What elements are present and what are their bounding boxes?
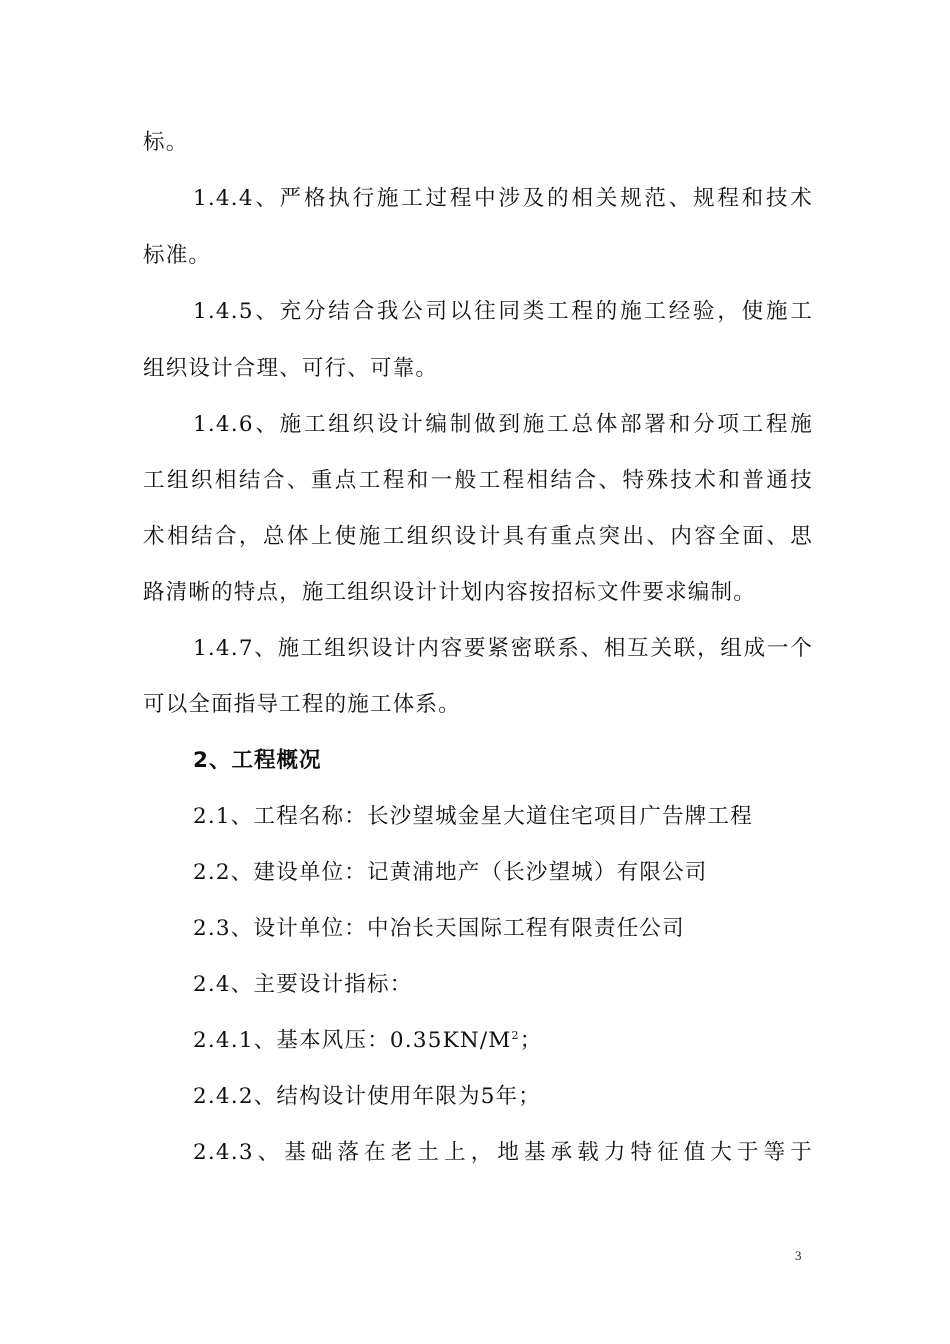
wind-pressure-line bbox=[193, 1026, 813, 1056]
wind-pressure-suffix: ； bbox=[519, 1028, 543, 1053]
paragraph-line: 组织设计合理、可行、可靠。 bbox=[143, 356, 439, 381]
paragraph-line: 1.4.6、施工组织设计编制做到施工总体部署和分项工程施 bbox=[193, 412, 813, 437]
paragraph-line: 1.4.5、充分结合我公司以往同类工程的施工经验，使施工 bbox=[193, 299, 813, 324]
superscript: 2 bbox=[511, 1028, 520, 1042]
client-line: 2.2、建设单位：记黄浦地产（长沙望城）有限公司 bbox=[193, 860, 708, 885]
paragraph-line: 1.4.4、严格执行施工过程中涉及的相关规范、规程和技术 bbox=[193, 186, 813, 211]
paragraph-line: 路清晰的特点，施工组织设计计划内容按招标文件要求编制。 bbox=[143, 580, 756, 605]
paragraph-line: 工组织相结合、重点工程和一般工程相结合、特殊技术和普通技 bbox=[143, 468, 813, 493]
foundation-line: 2.4.3、基础落在老土上，地基承载力特征值大于等于 bbox=[193, 1140, 813, 1165]
paragraph-line: 术相结合，总体上使施工组织设计具有重点突出、内容全面、思 bbox=[143, 524, 813, 549]
wind-pressure-text: 2.4.1、基本风压：0.35KN/M bbox=[193, 1028, 512, 1053]
paragraph-line: 可以全面指导工程的施工体系。 bbox=[143, 692, 461, 717]
paragraph-line: 标。 bbox=[143, 130, 189, 155]
section-heading: 2、工程概况 bbox=[193, 748, 322, 773]
design-life-line: 2.4.2、结构设计使用年限为5年； bbox=[193, 1084, 541, 1109]
paragraph-line: 1.4.7、施工组织设计内容要紧密联系、相互关联，组成一个 bbox=[193, 636, 813, 661]
design-indicators-line: 2.4、主要设计指标： bbox=[193, 972, 413, 997]
designer-line: 2.3、设计单位：中冶长天国际工程有限责任公司 bbox=[193, 916, 685, 941]
paragraph-line: 标准。 bbox=[143, 243, 212, 268]
page-number: 3 bbox=[795, 1248, 802, 1263]
project-name-line: 2.1、工程名称：长沙望城金星大道住宅项目广告牌工程 bbox=[193, 804, 753, 829]
